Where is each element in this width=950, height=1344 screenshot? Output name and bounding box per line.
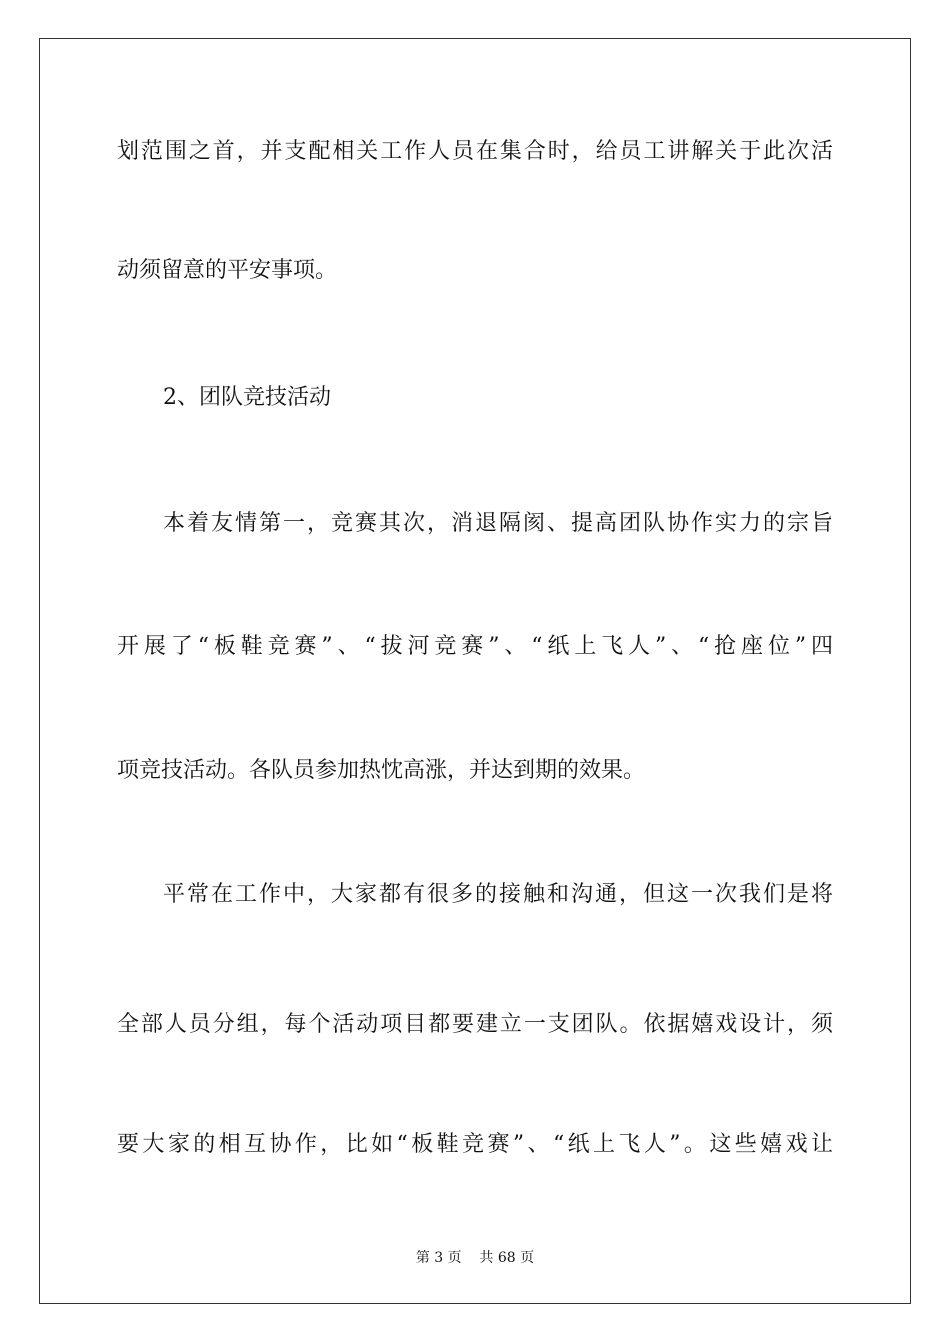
section-heading: 2、团队竞技活动 (163, 385, 331, 410)
text-line-2: 动须留意的平安事项。 (117, 258, 338, 283)
text-line-5: 开展了“板鞋竞赛”、“拔河竞赛”、“纸上飞人”、“抢座位”四 (117, 634, 833, 659)
text-line-8: 全部人员分组，每个活动项目都要建立一支团队。依据嬉戏设计，须 (117, 1012, 833, 1037)
page-footer: 第 3 页 共 68 页 (415, 1250, 535, 1266)
text-line-1: 划范围之首，并支配相关工作人员在集合时，给员工讲解关于此次活 (117, 139, 833, 164)
text-line-9: 要大家的相互协作，比如“板鞋竞赛”、“纸上飞人”。这些嬉戏让 (117, 1132, 833, 1157)
page-border (39, 38, 911, 1304)
text-line-6: 项竞技活动。各队员参加热忱高涨，并达到期的效果。 (117, 758, 646, 783)
text-line-4: 本着友情第一，竞赛其次，消退隔阂、提高团队协作实力的宗旨 (163, 511, 833, 536)
text-line-7: 平常在工作中，大家都有很多的接触和沟通，但这一次我们是将 (163, 882, 833, 907)
